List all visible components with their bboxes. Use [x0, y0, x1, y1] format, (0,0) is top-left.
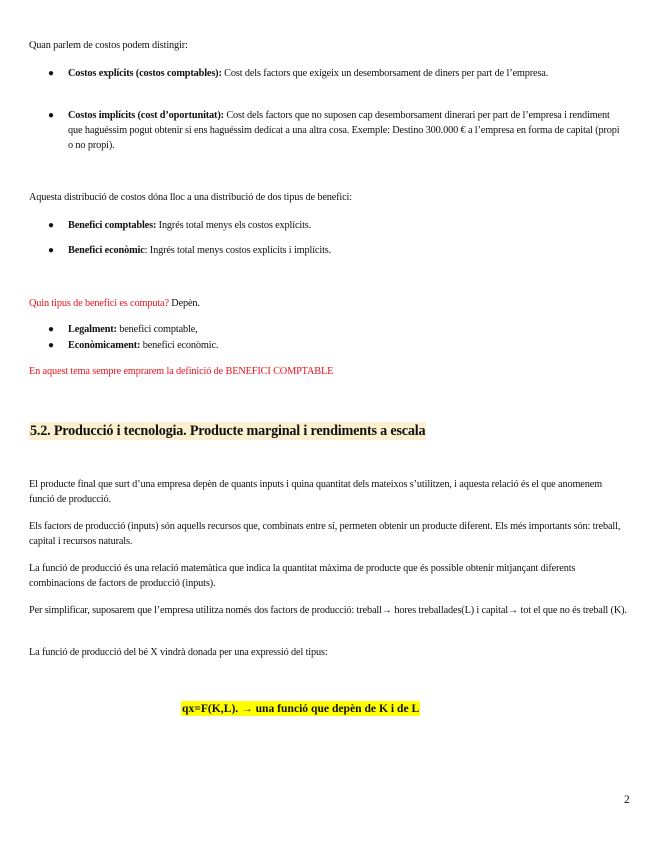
term: Econòmicament: [68, 340, 141, 351]
intro-text: Quan parlem de costos podem distingir: [29, 40, 188, 51]
definition: Ingrés total menys els costos explícits. [156, 220, 312, 231]
question-answer: Depèn. [168, 298, 200, 309]
paragraph: El producte final que surt d’una empresa depèn de quants inputs i quina quantitat dels mateixos s’utilitzen, i aquesta relació és el que anomenem funció de producció. [29, 479, 603, 505]
definition: : Ingrés total menys costos explícits i implícits. [144, 245, 332, 256]
term: Benefici econòmic [68, 245, 145, 256]
term: Costos implícits (cost d’oportunitat): [68, 110, 224, 121]
bullet-icon: ● [48, 324, 54, 335]
bullet-icon: ● [48, 340, 54, 351]
bullet-icon: ● [48, 245, 54, 256]
paragraph: Per simplificar, suposarem que l’empresa utilitza només dos factors de producció: treball→ hores treballades(L) i capital→ tot el que no és treball (K). [29, 605, 627, 616]
term: Legalment: [68, 324, 117, 335]
distribution-intro: Aquesta distribució de costos dóna lloc a una distribució de dos tipus de benefici: [29, 192, 352, 203]
section-heading: 5.2. Producció i tecnologia. Producte marginal i rendiments a escala [30, 423, 426, 439]
paragraph: La funció de producció del bé X vindrà donada per una expressió del tipus: [29, 647, 328, 658]
bullet-icon: ● [48, 110, 54, 121]
paragraph: Els factors de producció (inputs) són aquells recursos que, combinats entre sí, permeten obtenir un producte diferent. Els més importants són: treball, capital i recursos naturals. [29, 521, 621, 547]
definition: Cost dels factors que exigeix un desemborsament de diners per part de l’empresa. [221, 68, 549, 79]
definition: benefici econòmic. [140, 340, 219, 351]
term: Costos explícits (costos comptables): [68, 68, 222, 79]
definition: benefici comptable, [116, 324, 198, 335]
term: Benefici comptables: [68, 220, 157, 231]
paragraph: La funció de producció és una relació matemàtica que indica la quantitat màxima de producte que és possible obtenir mitjançant diferents combinacions de factors de producció (inputs). [29, 563, 576, 589]
question-red: Quin tipus de benefici es computa? [29, 298, 169, 309]
page-number: 2 [624, 794, 630, 806]
note-text: En aquest tema sempre emprarem la definició de BENEFICI COMPTABLE [29, 366, 334, 377]
definition: Cost dels factors que no suposen cap desemborsament dinerari per part de l’empresa i rendiment que haguéssim pogut obtenir si ens haguéssim dedicat a una altra cosa. Exemple: Destino 300.000 € a l’empresa en forma de capital (propi o no propi). [68, 110, 620, 151]
bullet-icon: ● [48, 68, 54, 79]
production-formula: qx=F(K,L). → una funció que depèn de K i de L [182, 702, 420, 715]
bullet-icon: ● [48, 220, 54, 231]
question-line [29, 296, 200, 311]
